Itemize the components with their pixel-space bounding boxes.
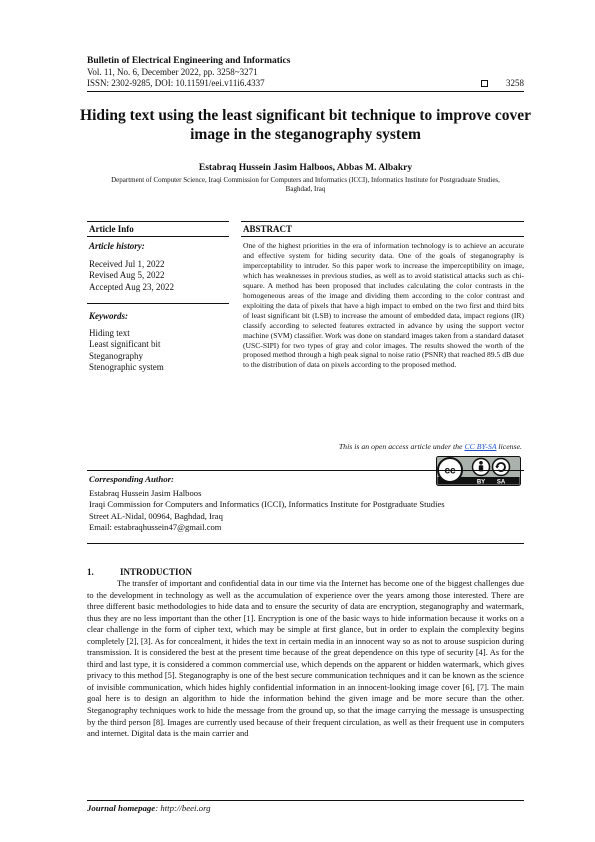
corresponding-affiliation: Iraqi Commission for Computers and Informatics (ICCI), Informatics Institute for Postgraduate Studies — [89, 499, 445, 510]
article-history-list — [89, 259, 174, 293]
cc-label: cc — [444, 465, 456, 477]
issn-doi: ISSN: 2302-9285, DOI: 10.11591/eei.v11i6.4337 — [87, 78, 265, 88]
section-title: INTRODUCTION — [120, 567, 193, 577]
sa-label: SA — [496, 479, 506, 486]
volume-info: Vol. 11, No. 6, December 2022, pp. 3258~3271 — [87, 67, 258, 77]
corresponding-bottom-rule — [87, 543, 524, 544]
history-accepted: Accepted Aug 23, 2022 — [89, 281, 174, 292]
corresponding-address: Street AL-Nidal, 00964, Baghdad, Iraq — [89, 510, 223, 521]
history-revised: Revised Aug 5, 2022 — [89, 270, 165, 281]
keywords-list — [89, 328, 164, 373]
corresponding-heading: Corresponding Author: — [89, 474, 174, 484]
corresponding-email: Email: estabraqhussein47@gmail.com — [89, 522, 222, 533]
article-history-heading: Article history: — [89, 241, 145, 251]
history-divider — [87, 303, 229, 304]
abstract-text: One of the highest priorities in the era of information technology is to achieve an accurate and effective system for hiding security data. One of the goals of steganography is imperceptability to intruder. So this paper work to increase the imperceptibility on image, which has weaknesses in previous studies, as well as to avoid statistical attacks such as chi-square. A method has been proposed that includes calculating the color contrasts in the homogeneous areas of the image and dividing them according to the color contrast and exploiting the data of pixels that have a high impact to embed on the two first and third bits of least significant bit (LSB) to increase the amount of embedded data, impact regions (IR) classify according to selected features extracted in advance by using the support vector machine (SVM) classifier. Work was done on standard images taken from a standard dataset (USC-SIPI) for two types of gray and color images. The results showed the worth of the proposed method through a high peak signal to noise ratio (PSNR) that reached 89.5 dB due to the distribution of data on pixels according to the proposed method. — [243, 241, 524, 370]
share-alike-icon — [493, 459, 510, 476]
info-heading-rule — [87, 236, 229, 237]
page-number: 3258 — [506, 78, 524, 88]
homepage-url[interactable]: : http://beei.org — [155, 803, 211, 813]
issn-row — [87, 78, 524, 89]
running-header — [87, 56, 524, 89]
license-statement — [243, 442, 522, 451]
keywords-heading: Keywords: — [89, 311, 128, 321]
by-label: BY — [476, 479, 486, 486]
introduction-paragraph: The transfer of important and confidential data in our time via the Internet has become one of the biggest challenges due to the development in technology as well as the accumulation of experience over the years among those interested. There are three different basic methodologies to hide data and to ensure the security of data are encryption, steganography and watermark, thus they are no less important than the other [1]. Encryption is one of the basic ways to hide information because it works on a clear challenge in the form of cipher text, which may be simple at first glance, but in order to explain the complexity begins completely [2], [3]. As for concealment, it hides the text in certain media in an innocent way so as not to arouse suspicion during transmission. It is considered the best at the present time because of the great dependence on this type of security [4]. As for the third and last type, it is considered a common commercial use, which depends on the apparent or hidden watermark, which gives privacy to this method [5]. Steganography is one of the best secure communication techniques and it can be known as the science of invisible communication, which hides highly confidential information in an innocent-looking image cover [6], [7]. The main goal here is to design an algorithm to hide the information behind the given image and be more secure than the other. Steganography techniques work to hide the message from the ground up, so that the image carrying the message is unsuspecting by the third person [8]. Images are currently used because of their frequent circulation, as well as their frequent use in computers and internet. Digital data is the main carrier and — [87, 578, 524, 739]
square-icon — [481, 80, 488, 87]
section-heading — [87, 567, 192, 577]
license-link[interactable]: CC BY-SA — [464, 442, 497, 451]
journal-name: Bulletin of Electrical Engineering and Informatics — [87, 56, 291, 66]
info-top-rule — [87, 221, 229, 222]
author-list: Estabraq Hussein Jasim Halboos, Abbas M. Albakry — [198, 163, 413, 173]
abstract-top-rule — [241, 221, 524, 222]
header-divider — [87, 91, 524, 92]
section-number: 1. — [87, 567, 94, 577]
history-received: Received Jul 1, 2022 — [89, 259, 165, 269]
homepage-label: Journal homepage — [87, 803, 156, 813]
abstract-heading: ABSTRACT — [243, 224, 293, 234]
license-suffix: license. — [496, 442, 522, 451]
article-info-heading: Article Info — [89, 224, 134, 234]
abstract-heading-rule — [241, 236, 524, 237]
cc-by-sa-badge-icon[interactable] — [436, 456, 521, 486]
paper-title: Hiding text using the least significant bit technique to improve cover image in the steganography system — [80, 107, 531, 143]
author-affiliation: Department of Computer Science, Iraqi Commission for Computers and Informatics (ICCI), Informatics Institute for Postgraduate Studies, Baghdad, Iraq — [111, 176, 500, 193]
keyword-item: Stenographic system — [89, 361, 164, 372]
license-prefix: This is an open access article under the — [338, 442, 465, 451]
corresponding-name: Estabraq Hussein Jasim Halboos — [89, 488, 202, 498]
footer-divider — [87, 800, 524, 801]
introduction-text — [87, 578, 524, 740]
corresponding-details — [89, 488, 524, 534]
keyword-item: Hiding text — [89, 328, 130, 338]
keyword-item: Steganography — [89, 350, 143, 361]
keyword-item: Least significant bit — [89, 339, 161, 350]
corresponding-top-rule — [87, 470, 524, 471]
journal-homepage — [87, 803, 211, 813]
